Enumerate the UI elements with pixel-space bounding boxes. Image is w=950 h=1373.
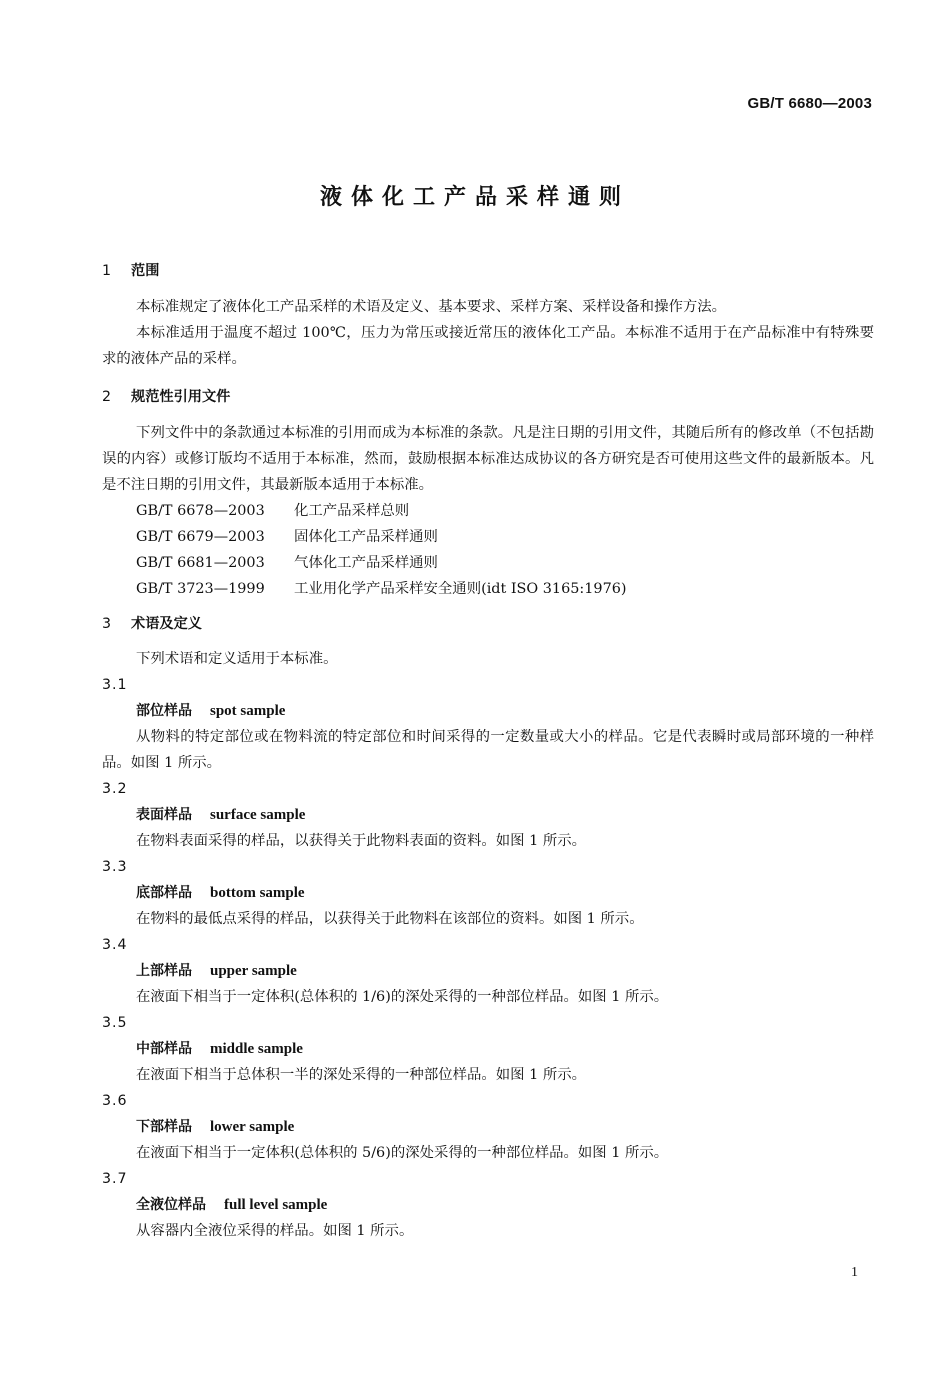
term-heading [102, 880, 874, 906]
term-heading [102, 1192, 874, 1218]
reference-title: 工业用化学产品采样安全通则(idt ISO 3165:1976) [294, 581, 627, 597]
reference-item [102, 524, 874, 550]
term-chinese: 部位样品 [136, 703, 192, 719]
paragraph: 下列文件中的条款通过本标准的引用而成为本标准的条款。凡是注日期的引用文件，其随后所有的修改单（不包括勘误的内容）或修订版均不适用于本标准，然而，鼓励根据本标准达成协议的各方研究是否可使用这些文件的最新版本。凡是不注日期的引用文件，其最新版本适用于本标准。 [102, 425, 874, 493]
reference-code: GB/T 6681—2003 [136, 555, 265, 571]
term-heading [102, 1036, 874, 1062]
clause-number: 3.5 [102, 1015, 128, 1031]
term-heading [102, 958, 874, 984]
term-definition: 在液面下相当于一定体积(总体积的 5/6)的深处采得的一种部位样品。如图 1 所示。 [136, 1145, 669, 1161]
section-2-heading [102, 384, 874, 410]
term-english: lower sample [210, 1119, 295, 1135]
section-3-heading [102, 611, 874, 637]
clause-number: 3.3 [102, 859, 128, 875]
term-chinese: 下部样品 [136, 1119, 192, 1135]
reference-title: 气体化工产品采样通则 [294, 555, 438, 571]
term-heading [102, 1114, 874, 1140]
standard-code: GB/T 6680—2003 [747, 95, 872, 112]
term-english: spot sample [210, 703, 286, 719]
clause-number: 3.2 [102, 781, 128, 797]
paragraph: 下列术语和定义适用于本标准。 [136, 651, 338, 667]
term-heading [102, 802, 874, 828]
term-chinese: 表面样品 [136, 807, 192, 823]
clause-number: 3.6 [102, 1093, 128, 1109]
term-english: surface sample [210, 807, 306, 823]
term-heading [102, 698, 874, 724]
document-title: 液体化工产品采样通则 [319, 185, 630, 210]
reference-item [102, 498, 874, 524]
term-chinese: 中部样品 [136, 1041, 192, 1057]
section-number: 2 [102, 389, 112, 405]
term-english: full level sample [224, 1197, 328, 1213]
term-definition: 从物料的特定部位或在物料流的特定部位和时间采得的一定数量或大小的样品。它是代表瞬时或局部环境的一种样品。如图 1 所示。 [102, 729, 874, 771]
term-definition: 在物料表面采得的样品，以获得关于此物料表面的资料。如图 1 所示。 [136, 833, 587, 849]
reference-code: GB/T 3723—1999 [136, 581, 265, 597]
reference-code: GB/T 6678—2003 [136, 503, 265, 519]
reference-item [102, 550, 874, 576]
section-1-heading [102, 258, 874, 284]
reference-code: GB/T 6679—2003 [136, 529, 265, 545]
term-definition: 在物料的最低点采得的样品，以获得关于此物料在该部位的资料。如图 1 所示。 [136, 911, 644, 927]
term-definition: 在液面下相当于一定体积(总体积的 1/6)的深处采得的一种部位样品。如图 1 所示。 [136, 989, 669, 1005]
paragraph: 本标准适用于温度不超过 100℃，压力为常压或接近常压的液体化工产品。本标准不适用于在产品标准中有特殊要求的液体产品的采样。 [102, 325, 874, 367]
section-number: 1 [102, 263, 112, 279]
term-definition: 从容器内全液位采得的样品。如图 1 所示。 [136, 1223, 414, 1239]
section-title: 规范性引用文件 [131, 389, 231, 405]
term-english: bottom sample [210, 885, 305, 901]
section-title: 范围 [131, 263, 160, 279]
term-chinese: 全液位样品 [136, 1197, 206, 1213]
term-english: upper sample [210, 963, 297, 979]
term-chinese: 上部样品 [136, 963, 192, 979]
reference-title: 固体化工产品采样通则 [294, 529, 438, 545]
paragraph: 本标准规定了液体化工产品采样的术语及定义、基本要求、采样方案、采样设备和操作方法。 [136, 299, 727, 315]
term-english: middle sample [210, 1041, 303, 1057]
term-definition: 在液面下相当于总体积一半的深处采得的一种部位样品。如图 1 所示。 [136, 1067, 587, 1083]
reference-title: 化工产品采样总则 [294, 503, 410, 519]
clause-number: 3.7 [102, 1171, 128, 1187]
reference-item [102, 576, 874, 602]
document-body [102, 258, 874, 1244]
section-title: 术语及定义 [131, 616, 202, 632]
term-chinese: 底部样品 [136, 885, 192, 901]
section-number: 3 [102, 616, 112, 632]
page-number: 1 [851, 1265, 858, 1280]
clause-number: 3.1 [102, 677, 128, 693]
clause-number: 3.4 [102, 937, 128, 953]
